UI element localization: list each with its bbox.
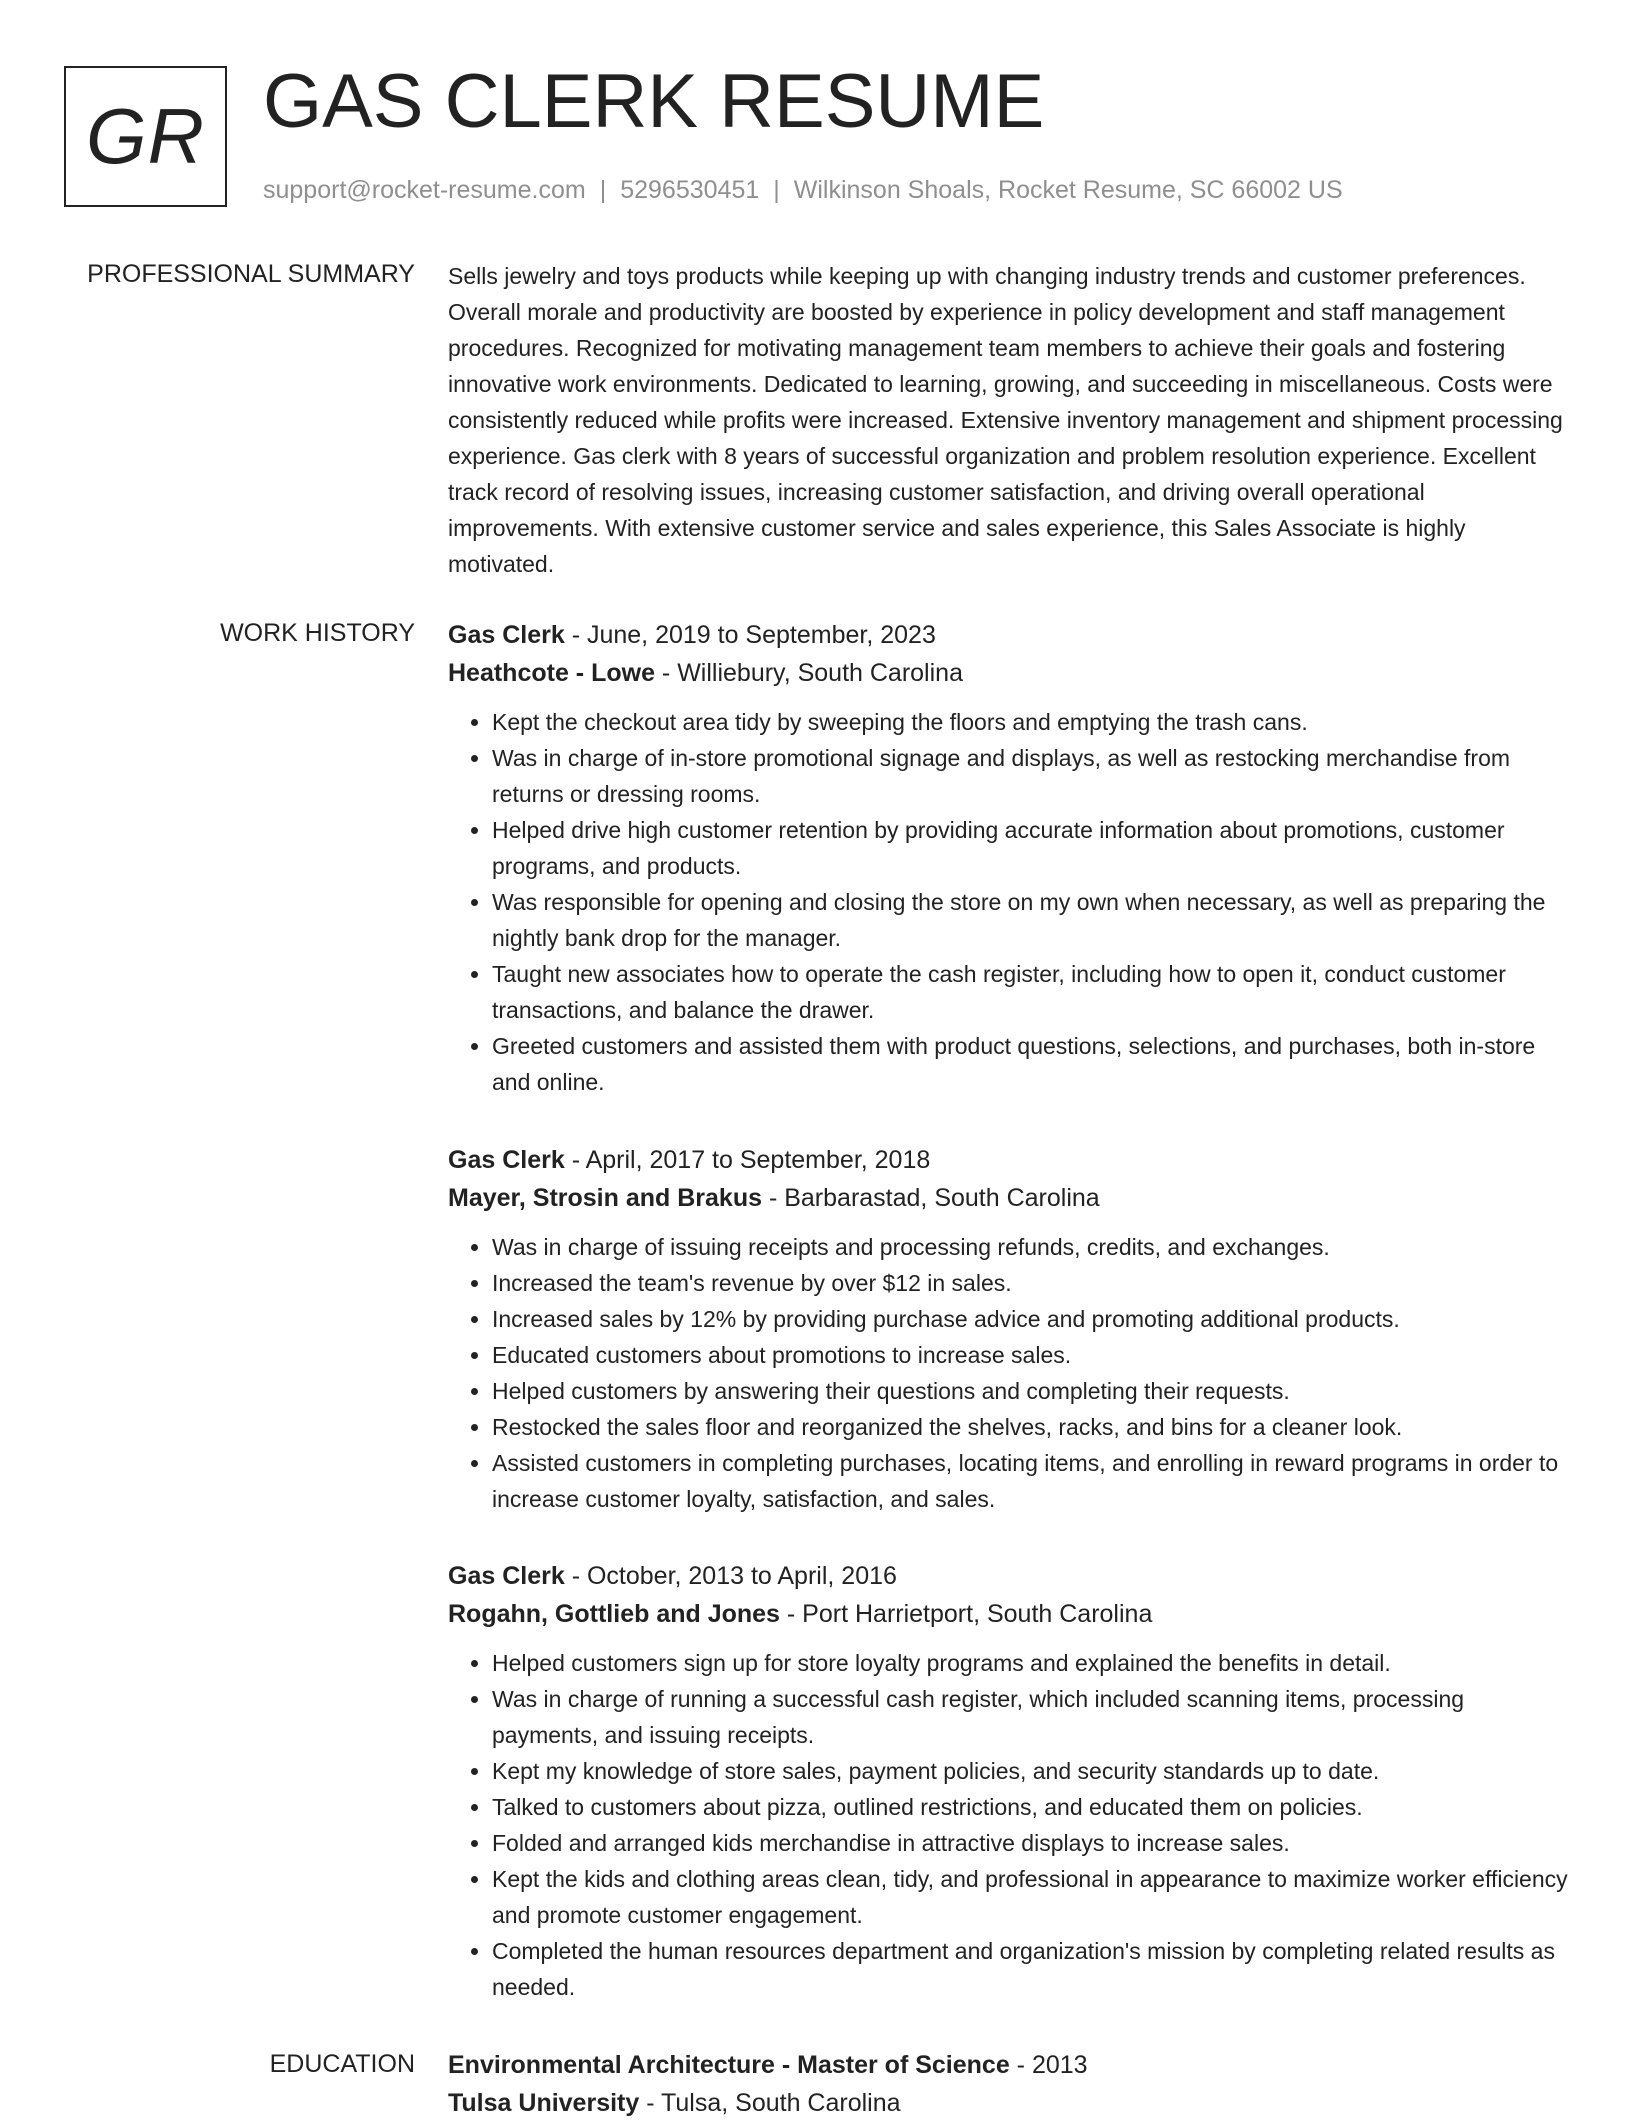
education-school: Tulsa University <box>448 2089 640 2117</box>
contact-address: Wilkinson Shoals, Rocket Resume, SC 66002 US <box>793 176 1343 204</box>
job-bullet: • Completed the human resources department and organization's mission by completing related results as needed. <box>492 1933 1568 2005</box>
job-bullet: • Was in charge of in-store promotional signage and displays, as well as restocking merchandise from returns or dressing rooms. <box>492 740 1568 812</box>
job-bullets <box>448 704 1568 1100</box>
section-label-work-history: WORK HISTORY <box>220 619 415 647</box>
education-school-line <box>448 2084 1568 2122</box>
contact-separator: | <box>773 176 780 204</box>
job-bullet: • Increased sales by 12% by providing purchase advice and promoting additional products. <box>492 1301 1568 1337</box>
job-bullet: • Kept my knowledge of store sales, payment policies, and security standards up to date. <box>492 1753 1568 1789</box>
job-entry-2 <box>448 1141 1568 1517</box>
job-company: Rogahn, Gottlieb and Jones <box>448 1600 780 1628</box>
education-year: - 2013 <box>1009 2051 1088 2079</box>
job-bullet: • Talked to customers about pizza, outlined restrictions, and educated them on policies. <box>492 1789 1568 1825</box>
job-bullet: • Taught new associates how to operate the cash register, including how to open it, conduct customer transactions, and balance the drawer. <box>492 956 1568 1028</box>
job-company-line <box>448 654 1568 692</box>
section-label-summary: PROFESSIONAL SUMMARY <box>87 260 415 288</box>
job-bullets <box>448 1229 1568 1517</box>
contact-line <box>263 176 1343 205</box>
contact-separator: | <box>599 176 607 204</box>
job-bullet: • Kept the checkout area tidy by sweeping the floors and emptying the trash cans. <box>492 704 1568 740</box>
job-company-line <box>448 1179 1568 1217</box>
job-entry-3 <box>448 1557 1568 2005</box>
job-bullet: • Increased the team's revenue by over $12 in sales. <box>492 1265 1568 1301</box>
job-title: Gas Clerk <box>448 621 565 649</box>
job-dates: - April, 2017 to September, 2018 <box>564 1146 931 1174</box>
job-company-line <box>448 1595 1568 1633</box>
section-label-education: EDUCATION <box>269 2050 415 2078</box>
job-bullet: • Restocked the sales floor and reorganized the shelves, racks, and bins for a cleaner look. <box>492 1409 1568 1445</box>
job-bullets <box>448 1645 1568 2005</box>
job-entry-1 <box>448 616 1568 1100</box>
job-dates: - October, 2013 to April, 2016 <box>564 1562 897 1590</box>
contact-phone: 5296530451 <box>620 176 760 204</box>
job-title: Gas Clerk <box>448 1562 565 1590</box>
job-location: - Williebury, South Carolina <box>654 659 963 687</box>
job-bullet: • Educated customers about promotions to increase sales. <box>492 1337 1568 1373</box>
job-title-line <box>448 616 1568 654</box>
summary-body <box>448 258 1568 582</box>
job-bullet: • Assisted customers in completing purchases, locating items, and enrolling in reward programs in order to increase customer loyalty, satisfaction, and sales. <box>492 1445 1568 1517</box>
education-location: - Tulsa, South Carolina <box>639 2089 901 2117</box>
job-bullet: • Greeted customers and assisted them with product questions, selections, and purchases, both in-store and online. <box>492 1028 1568 1100</box>
job-title-line <box>448 1557 1568 1595</box>
job-title: Gas Clerk <box>448 1146 565 1174</box>
job-bullet: • Helped drive high customer retention by providing accurate information about promotions, customer programs, and products. <box>492 812 1568 884</box>
education-entry <box>448 2046 1568 2122</box>
job-bullet: • Was in charge of running a successful cash register, which included scanning items, processing payments, and issuing receipts. <box>492 1681 1568 1753</box>
job-bullet: • Helped customers sign up for store loyalty programs and explained the benefits in detail. <box>492 1645 1568 1681</box>
monogram-initials: GR <box>86 92 205 180</box>
job-dates: - June, 2019 to September, 2023 <box>564 621 936 649</box>
job-bullet: • Helped customers by answering their questions and completing their requests. <box>492 1373 1568 1409</box>
monogram-box <box>64 66 227 207</box>
summary-text: Sells jewelry and toys products while keeping up with changing industry trends and customer preferences. Overall morale and productivity are boosted by experience in policy development and staff management procedures. Recognized for motivating management team members to achieve their goals and fostering innovative work environments. Dedicated to learning, growing, and succeeding in miscellaneous. Costs were consistently reduced while profits were increased. Extensive inventory management and shipment processing experience. Gas clerk with 8 years of successful organization and problem resolution experience. Excellent track record of resolving issues, increasing customer satisfaction, and driving overall operational improvements. With extensive customer service and sales experience, this Sales Associate is highly motivated. <box>448 263 1563 577</box>
education-degree: Environmental Architecture - Master of Science <box>448 2051 1010 2079</box>
job-title-line <box>448 1141 1568 1179</box>
job-location: - Barbarastad, South Carolina <box>762 1184 1100 1212</box>
job-bullet: • Was responsible for opening and closing the store on my own when necessary, as well as preparing the nightly bank drop for the manager. <box>492 884 1568 956</box>
page-title: GAS CLERK RESUME <box>263 59 1045 144</box>
job-bullet: • Kept the kids and clothing areas clean, tidy, and professional in appearance to maximize worker efficiency and promote customer engagement. <box>492 1861 1568 1933</box>
job-location: - Port Harrietport, South Carolina <box>779 1600 1153 1628</box>
job-bullet: • Was in charge of issuing receipts and processing refunds, credits, and exchanges. <box>492 1229 1568 1265</box>
contact-email: support@rocket-resume.com <box>263 176 586 204</box>
job-bullet: • Folded and arranged kids merchandise in attractive displays to increase sales. <box>492 1825 1568 1861</box>
education-degree-line <box>448 2046 1568 2084</box>
job-company: Mayer, Strosin and Brakus <box>448 1184 763 1212</box>
job-company: Heathcote - Lowe <box>448 659 655 687</box>
